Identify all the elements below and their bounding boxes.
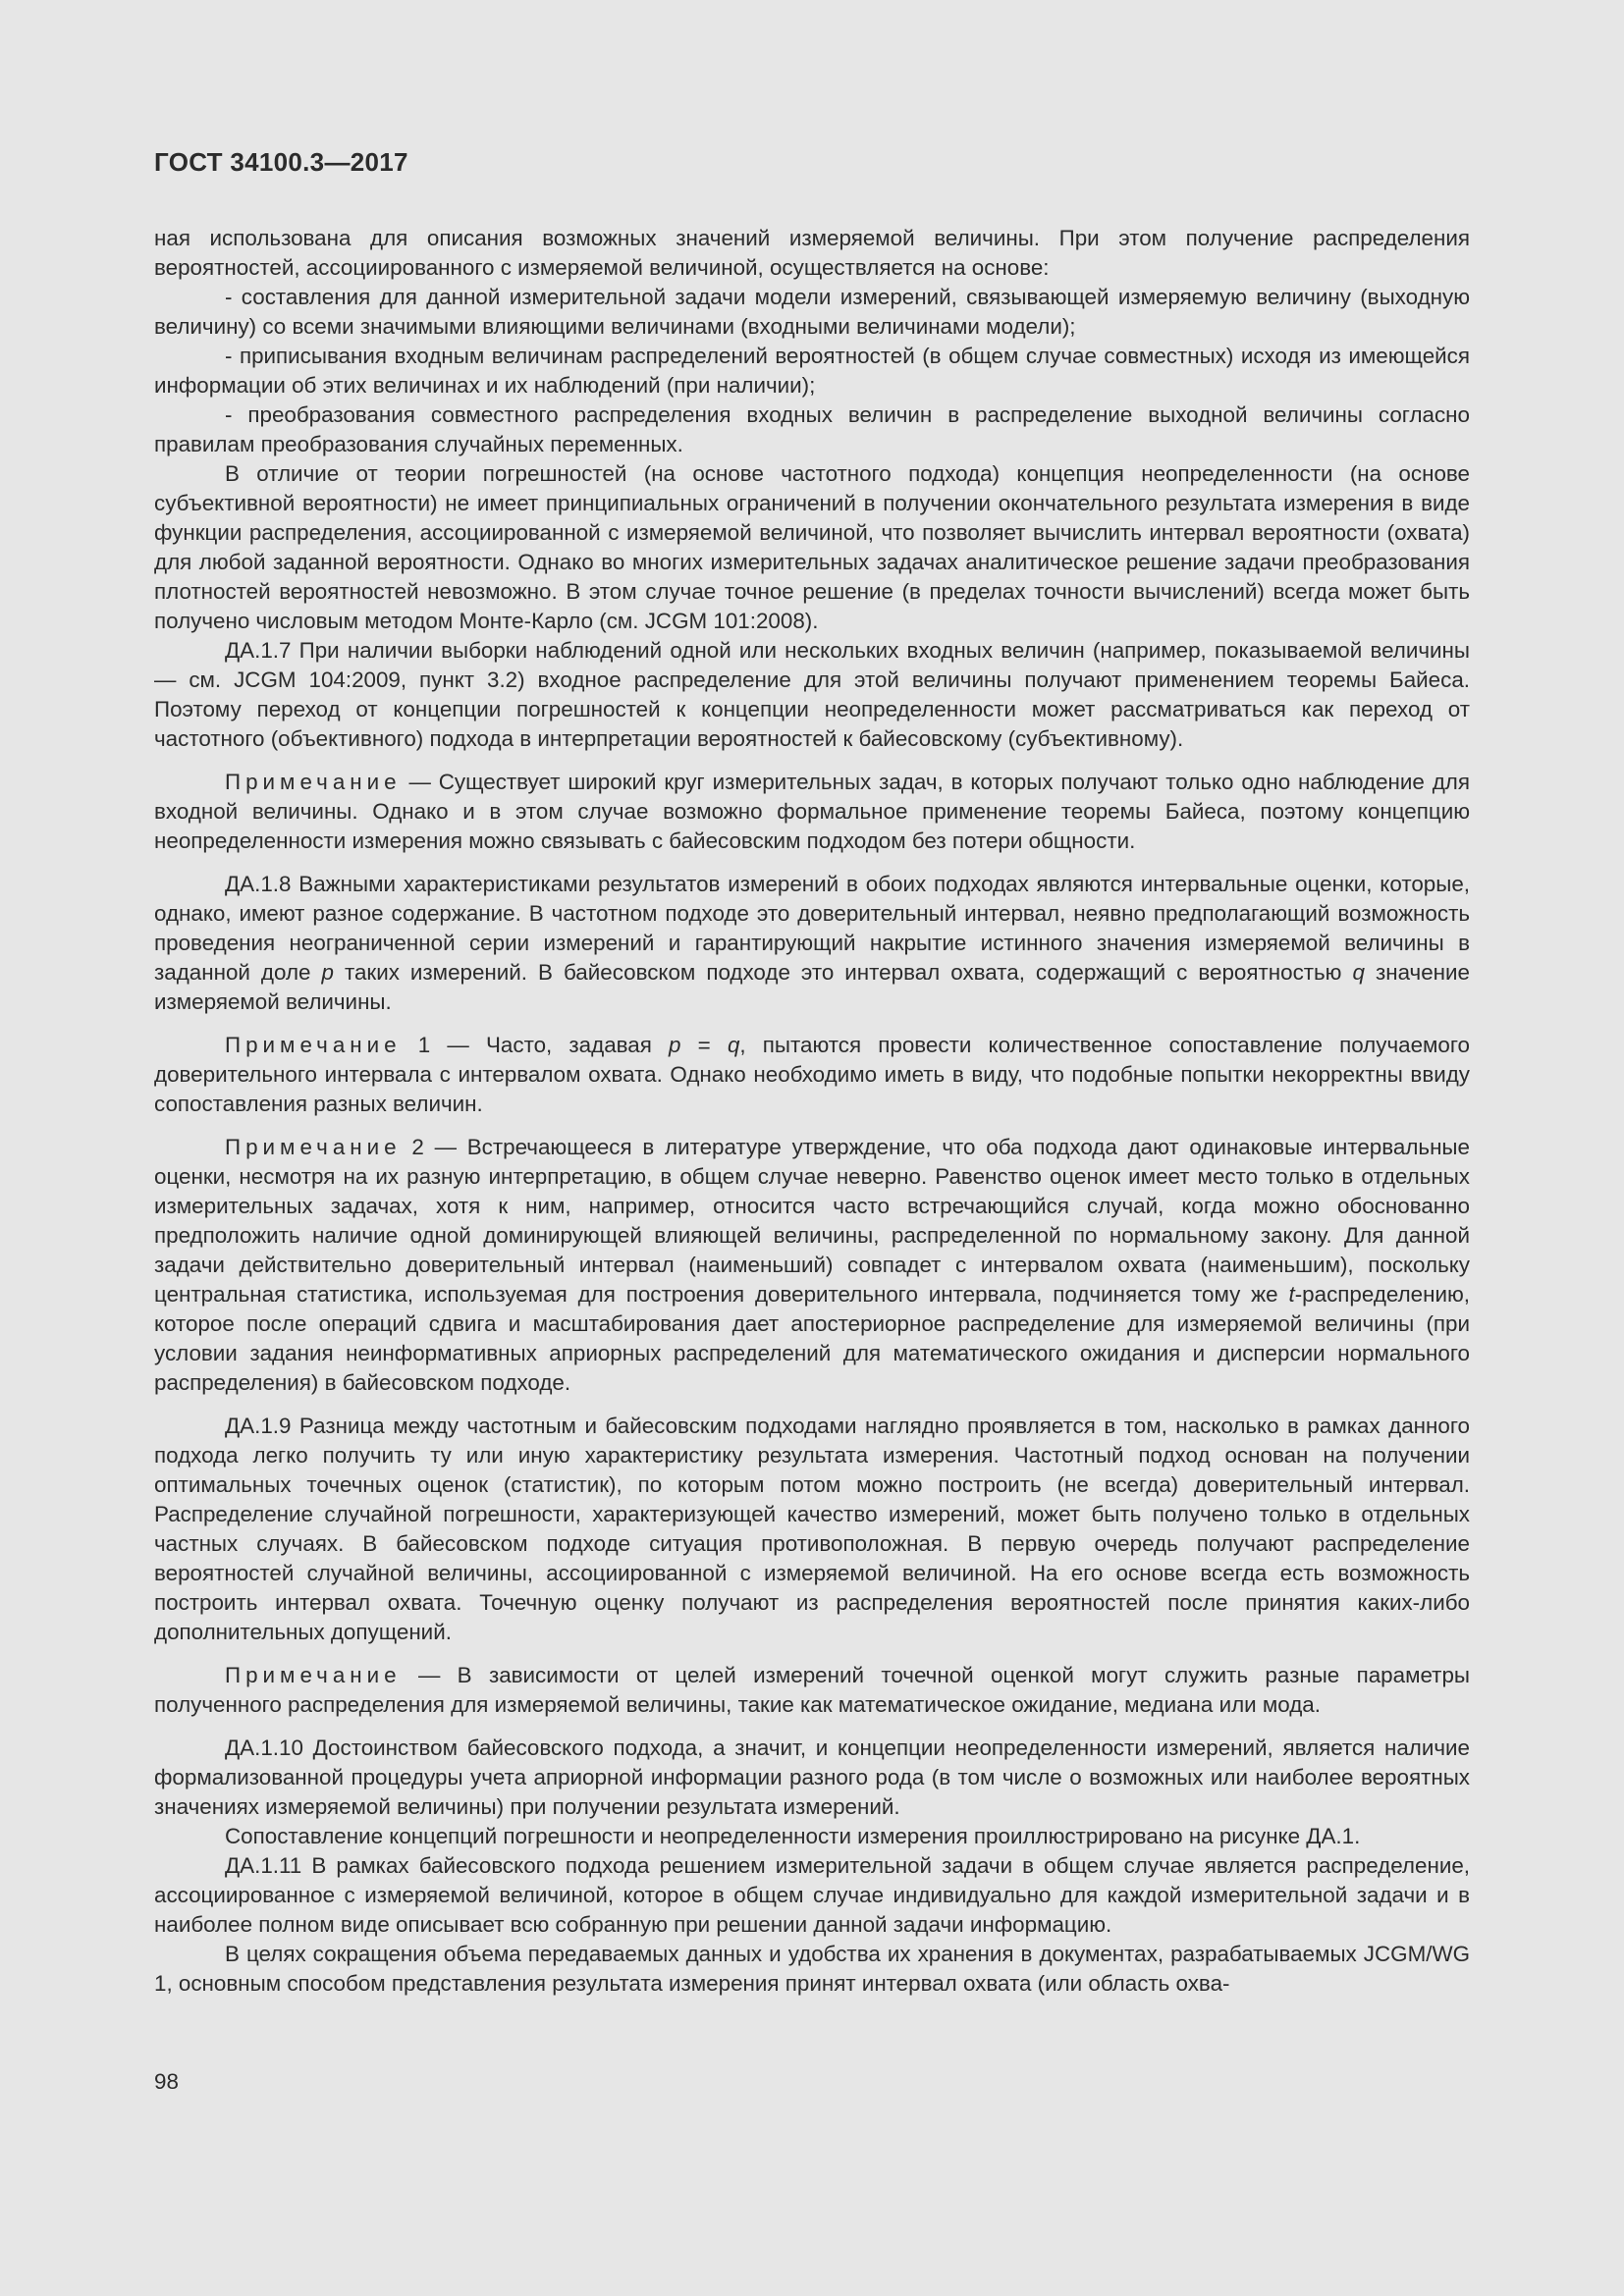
- note: [154, 768, 1470, 856]
- paragraph: ная использована для описания возможных значений измеряемой величины. При этом получение распределения вероятностей, ассоциированного с измеряемой величиной, осуществляется на основе:: [154, 226, 1470, 280]
- paragraph-da-1-9: ДА.1.9 Разница между частотным и байесовским подходами наглядно проявляется в том, насколько в рамках данного подхода легко получить ту или иную характеристику результата измерения. Частотный подход основан на получении оптимальных точечных оценок (статистик), по которым потом можно построить (не всегда) доверительный интервал. Распределение случайной погрешности, характеризующей качество измерений, может быть получено только в отдельных частных случаях. В байесовском подходе ситуация противоположная. В первую очередь получают распределение вероятностей случайной величины, ассоциированной с измеряемой величиной. На его основе всегда есть возможность построить интервал охвата. Точечную оценку получают из распределения вероятностей после принятия каких-либо дополнительных допущений.: [154, 1414, 1470, 1644]
- page-number: 98: [154, 2069, 179, 2094]
- list-item: - приписывания входным величинам распределений вероятностей (в общем случае совместных) исходя из имеющейся информации об этих величинах и их наблюдений (при наличии);: [154, 344, 1470, 398]
- note-label: Примечание: [225, 1033, 402, 1057]
- note-text: — В зависимости от целей измерений точечной оценкой могут служить разные параметры полученного распределения для измеряемой величины, такие как математическое ожидание, медиана или мода.: [154, 1663, 1470, 1717]
- note-label: Примечание: [225, 1663, 402, 1687]
- paragraph-da-1-7: ДА.1.7 При наличии выборки наблюдений одной или нескольких входных величин (например, показываемой величины — см. JCGM 104:2009, пункт 3.2) входное распределение для этой величины получают применением теоремы Байеса. Поэтому переход от концепции погрешностей к концепции неопределенности может рассматриваться как переход от частотного (объективного) подхода в интерпретации вероятностей к байесовскому (субъективному).: [154, 638, 1470, 751]
- note-label: Примечание: [225, 1135, 402, 1159]
- paragraph: В целях сокращения объема передаваемых данных и удобства их хранения в документах, разрабатываемых JCGM/WG 1, основным способом представления результата измерения принят интервал охвата (или область охва-: [154, 1942, 1470, 1996]
- note-label: Примечание: [225, 770, 402, 794]
- paragraph-da-1-11: ДА.1.11 В рамках байесовского подхода решением измерительной задачи в общем случае является распределение, ассоциированное с измеряемой величиной, которое в общем случае индивидуально для каждой измерительной задачи и в наиболее полном виде описывает всю собранную при решении данной задачи информацию.: [154, 1853, 1470, 1937]
- paragraph-da-1-10: ДА.1.10 Достоинством байесовского подхода, а значит, и концепции неопределенности измерений, является наличие формализованной процедуры учета априорной информации разного рода (в том числе о возможных или наиболее вероятных значениях измеряемой величины) при получении результата измерений.: [154, 1735, 1470, 1819]
- list-item: - преобразования совместного распределения входных величин в распределение выходной величины согласно правилам преобразования случайных переменных.: [154, 402, 1470, 456]
- note-text: — Существует широкий круг измерительных задач, в которых получают только одно наблюдение для входной величины. Однако и в этом случае возможно формальное применение теоремы Байеса, поэтому концепцию неопределенности измерения можно связывать с байесовским подходом без потери общности.: [154, 770, 1470, 853]
- list-item: - составления для данной измерительной задачи модели измерений, связывающей измеряемую величину (выходную величину) со всеми значимыми влияющими величинами (входными величинами модели);: [154, 285, 1470, 339]
- paragraph-da-1-8: ДА.1.8 Важными характеристиками результатов измерений в обоих подходах являются интервальные оценки, которые, однако, имеют разное содержание. В частотном подходе это доверительный интервал, неявно предполагающий возможность проведения неограниченной серии измерений и гарантирующий накрытие истинного значения измеряемой величины в заданной доле p таких измерений. В байесовском подходе это интервал охвата, содержащий с вероятностью q значение измеряемой величины.: [154, 872, 1470, 1014]
- note-1: Примечание 1 — Часто, задавая p = q, пытаются провести количественное сопоставление получаемого доверительного интервала с интервалом охвата. Однако необходимо иметь в виду, что подобные попытки некорректны ввиду сопоставления разных величин.: [154, 1033, 1470, 1116]
- document-header: ГОСТ 34100.3—2017: [154, 147, 408, 177]
- paragraph: Сопоставление концепций погрешности и неопределенности измерения проиллюстрировано на рисунке ДА.1.: [225, 1824, 1361, 1848]
- note-2: Примечание 2 — Встречающееся в литературе утверждение, что оба подхода дают одинаковые интервальные оценки, несмотря на их разную интерпретацию, в общем случае неверно. Равенство оценок имеет место только в отдельных измерительных задачах, хотя к ним, например, относится часто встречающийся случай, когда можно обоснованно предположить наличие одной доминирующей влияющей величины, распределенной по нормальному закону. Для данной задачи действительно доверительный интервал (наименьший) совпадет с интервалом охвата (наименьшим), поскольку центральная статистика, используемая для построения доверительного интервала, подчиняется тому же t-распределению, которое после операций сдвига и масштабирования дает апостериорное распределение для измеряемой величины (при условии задания неинформативных априорных распределений для математического ожидания и дисперсии нормального распределения) в байесовском подходе.: [154, 1135, 1470, 1395]
- paragraph: В отличие от теории погрешностей (на основе частотного подхода) концепция неопределенности (на основе субъективной вероятности) не имеет принципиальных ограничений в получении окончательного результата измерения в виде функции распределения, ассоциированной с измеряемой величиной, что позволяет вычислить интервал вероятности (охвата) для любой заданной вероятности. Однако во многих измерительных задачах аналитическое решение задачи преобразования плотностей вероятностей невозможно. В этом случае точное решение (в пределах точности вычислений) всегда может быть получено числовым методом Монте-Карло (см. JCGM 101:2008).: [154, 461, 1470, 633]
- document-body: [154, 224, 1470, 1999]
- note: [154, 1661, 1470, 1720]
